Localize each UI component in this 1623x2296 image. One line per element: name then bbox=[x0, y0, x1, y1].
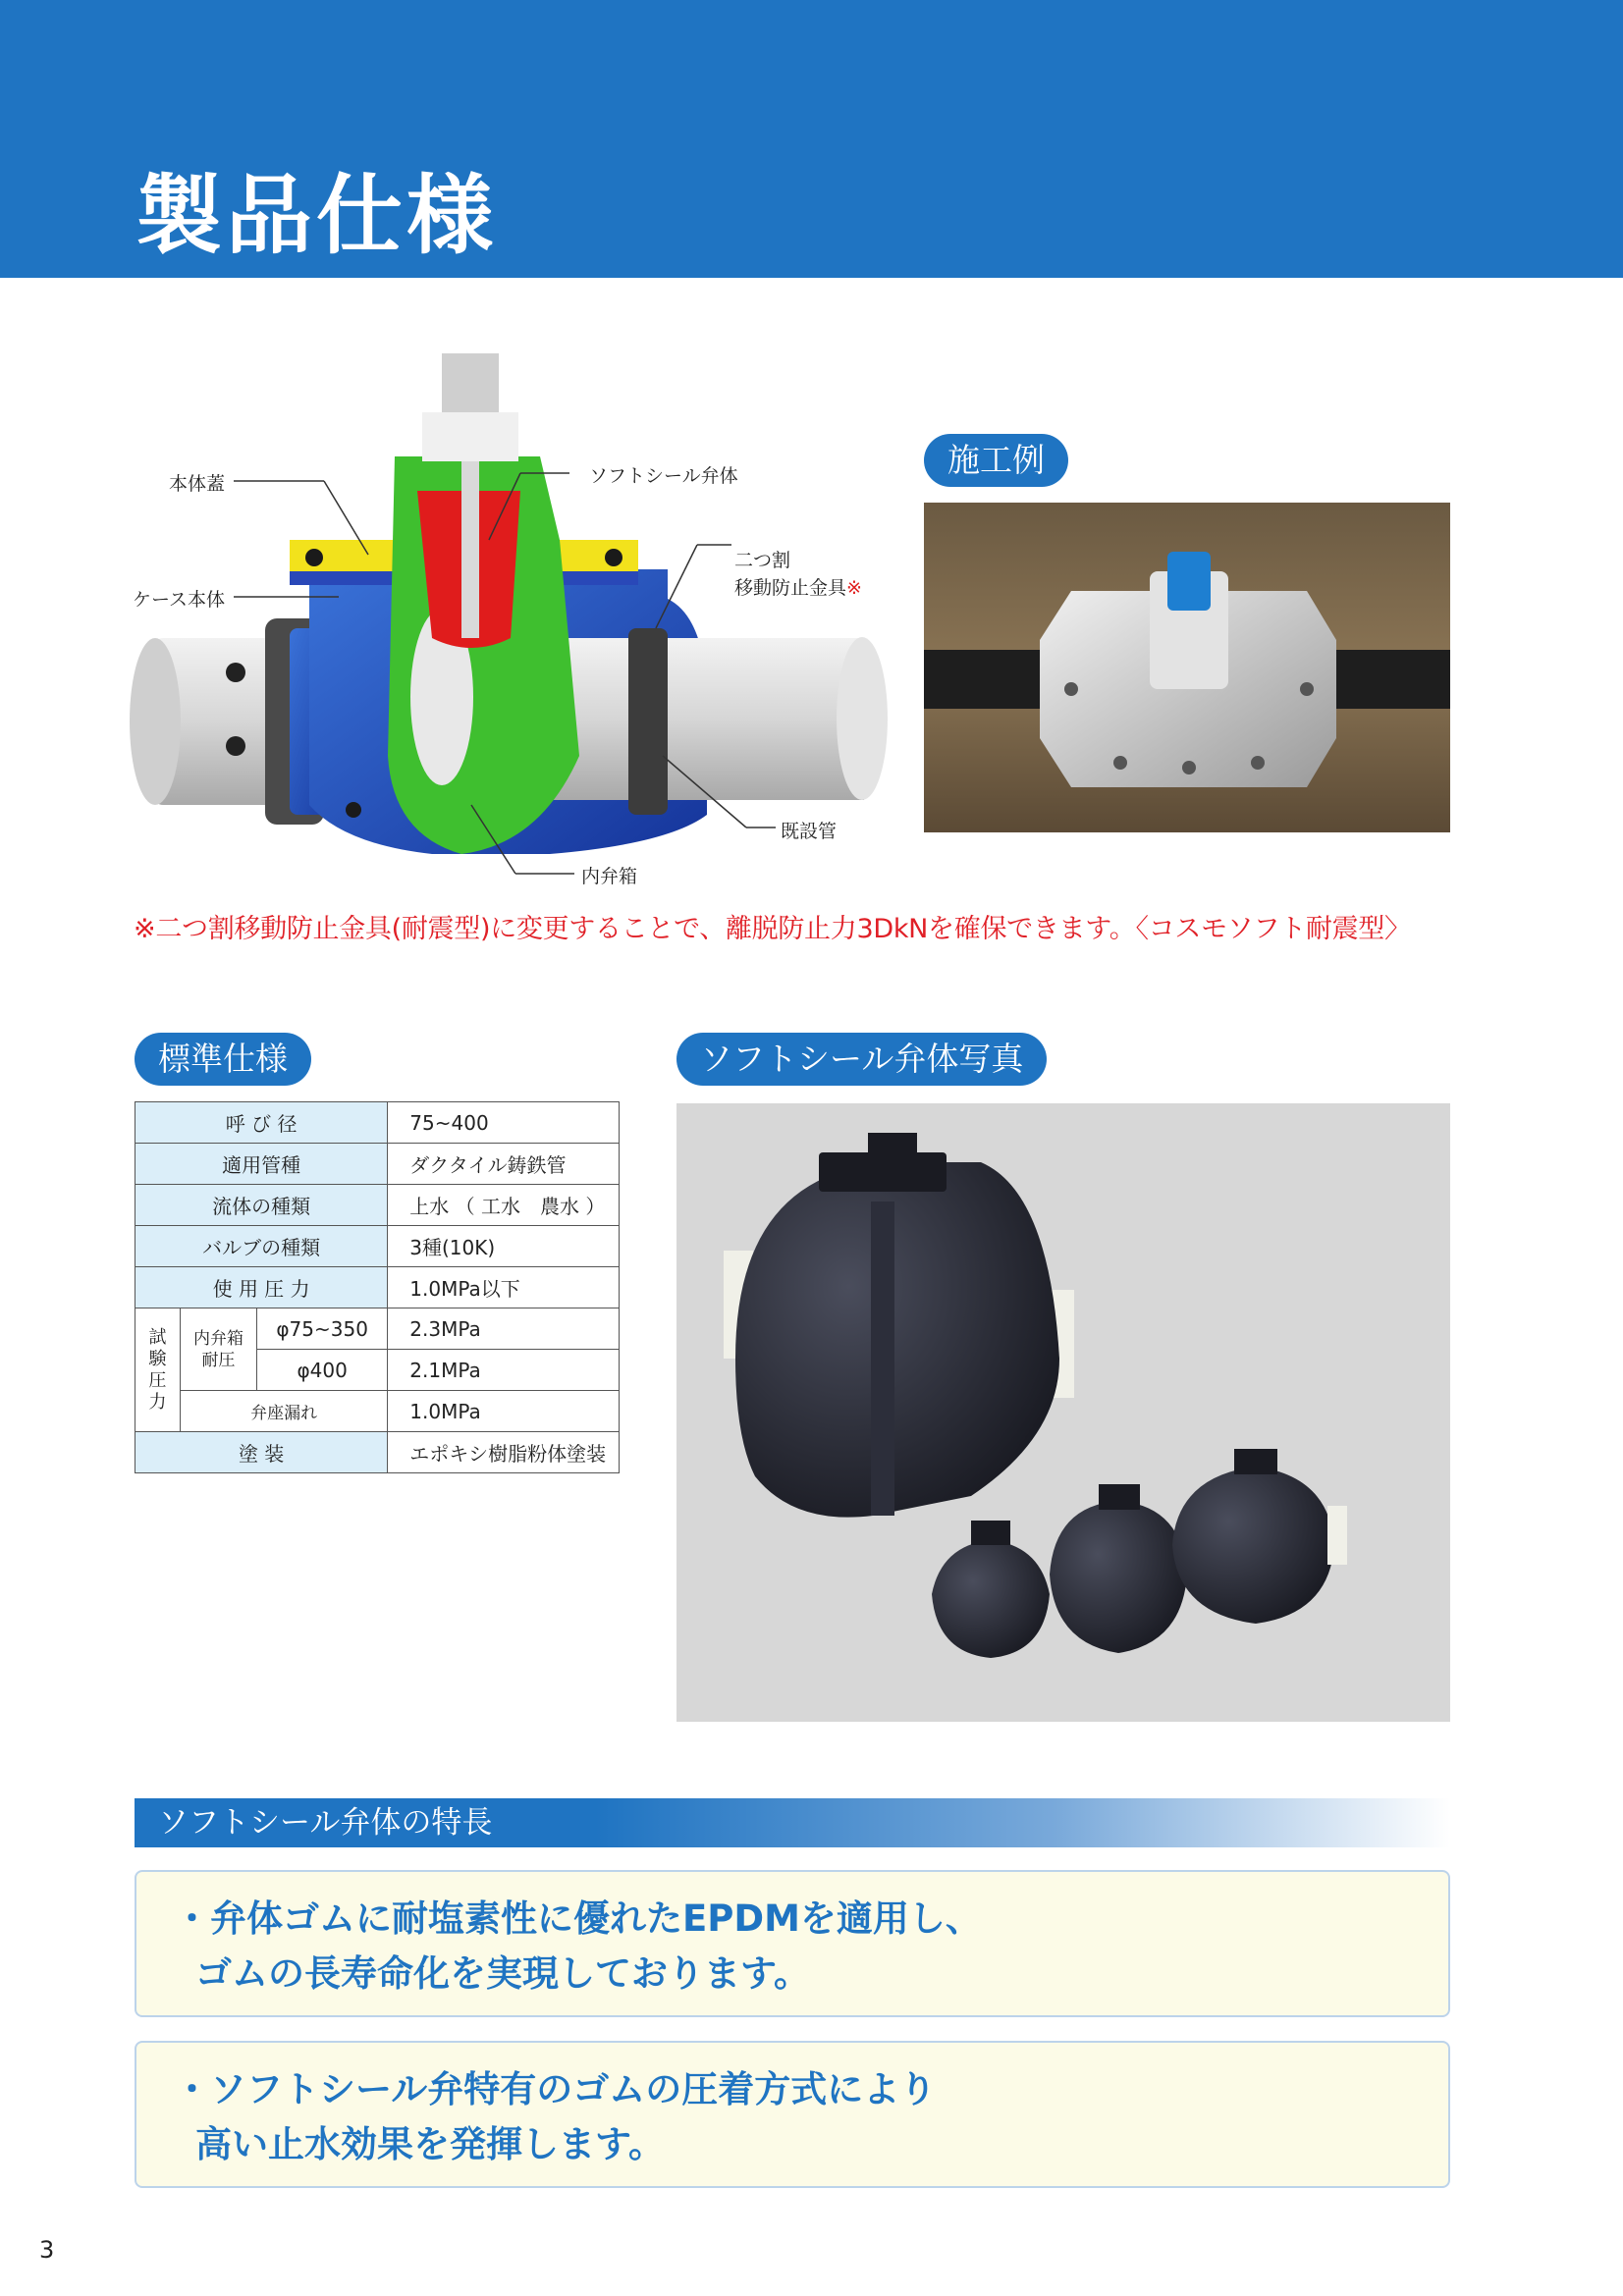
spec-label-coating: 塗 装 bbox=[135, 1432, 388, 1473]
spec-label-working-pressure: 使 用 圧 力 bbox=[135, 1267, 388, 1308]
spec-label-dia-large: φ400 bbox=[257, 1350, 388, 1391]
valve-cutaway-diagram bbox=[118, 344, 903, 893]
label-case-body: ケース本体 bbox=[133, 589, 226, 611]
table-row bbox=[135, 1267, 620, 1308]
table-row bbox=[135, 1432, 620, 1473]
spec-value-dia-large: 2.1MPa bbox=[388, 1350, 620, 1391]
spec-label-valve-type: バルブの種類 bbox=[135, 1226, 388, 1267]
spec-value-pipe: ダクタイル鋳鉄管 bbox=[388, 1144, 620, 1185]
disc-photo bbox=[676, 1103, 1450, 1722]
spec-value-valve-type: 3種(10K) bbox=[388, 1226, 620, 1267]
spec-value-seat-leak: 1.0MPa bbox=[388, 1391, 620, 1432]
table-row bbox=[135, 1144, 620, 1185]
label-split-fitting-line2: 移動防止金具※ bbox=[734, 577, 862, 599]
feature-item-line: ・弁体ゴムに耐塩素性に優れたEPDMを適用し、 bbox=[174, 1897, 982, 1940]
label-body-cover: 本体蓋 bbox=[169, 473, 226, 495]
table-row bbox=[135, 1226, 620, 1267]
label-inner-valve-box: 内弁箱 bbox=[581, 866, 638, 887]
label-split-fitting-mark: ※ bbox=[846, 577, 862, 599]
spec-value-nominal: 75~400 bbox=[388, 1102, 620, 1144]
spec-value-coating: エポキシ樹脂粉体塗装 bbox=[388, 1432, 620, 1473]
construction-example-heading: 施工例 bbox=[924, 434, 1068, 487]
spec-label-fluid: 流体の種類 bbox=[135, 1185, 388, 1226]
page-title: 製品仕様 bbox=[135, 164, 498, 266]
feature-item-line: ・ソフトシール弁特有のゴムの圧着方式により bbox=[174, 2068, 937, 2110]
feature-item bbox=[135, 2041, 1450, 2188]
features-heading: ソフトシール弁体の特長 bbox=[135, 1798, 1450, 1847]
valve-illustration bbox=[118, 344, 903, 893]
standard-spec-heading: 標準仕様 bbox=[135, 1033, 311, 1086]
table-row bbox=[135, 1185, 620, 1226]
disc-photo-heading: ソフトシール弁体写真 bbox=[676, 1033, 1047, 1086]
spec-label-pipe: 適用管種 bbox=[135, 1144, 388, 1185]
label-existing-pipe: 既設管 bbox=[781, 821, 838, 842]
table-row bbox=[135, 1102, 620, 1144]
seismic-notice: ※二つ割移動防止金具(耐震型)に変更することで、離脱防止力3DkNを確保できます。〈コスモソフト耐震型〉 bbox=[134, 914, 1411, 944]
feature-item-line: ゴムの長寿命化を実現しております。 bbox=[195, 1952, 811, 1995]
spec-label-inner-box: 内弁箱耐圧 bbox=[181, 1308, 257, 1391]
spec-table bbox=[135, 1101, 620, 1473]
spec-value-dia-small: 2.3MPa bbox=[388, 1308, 620, 1350]
spec-label-seat-leak: 弁座漏れ bbox=[181, 1391, 388, 1432]
feature-item-line: 高い止水効果を発揮します。 bbox=[195, 2123, 666, 2165]
feature-item bbox=[135, 1870, 1450, 2017]
spec-value-fluid: 上水 （ 工水 農水 ） bbox=[388, 1185, 620, 1226]
construction-example-photo bbox=[924, 503, 1450, 832]
page-number: 3 bbox=[39, 2236, 55, 2264]
spec-label-test-pressure: 試験圧力 bbox=[135, 1308, 181, 1432]
table-row bbox=[135, 1391, 620, 1432]
label-split-fitting-line1: 二つ割 bbox=[734, 550, 791, 571]
spec-label-nominal: 呼 び 径 bbox=[135, 1102, 388, 1144]
spec-value-working-pressure: 1.0MPa以下 bbox=[388, 1267, 620, 1308]
table-row bbox=[135, 1308, 620, 1350]
spec-label-dia-small: φ75~350 bbox=[257, 1308, 388, 1350]
label-soft-seal-disc: ソフトシール弁体 bbox=[589, 465, 738, 487]
